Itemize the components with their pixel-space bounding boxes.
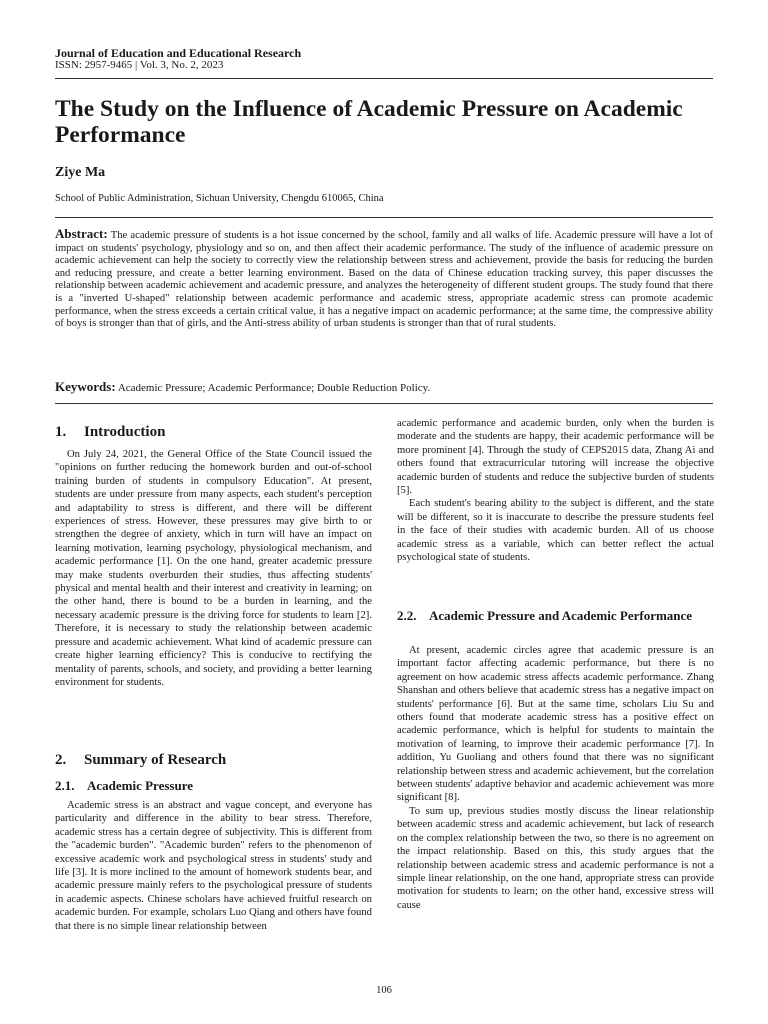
academic-circles-paragraph: At present, academic circles agree that academic pressure is an important factor affecting academic performance, but there is no agreement on how academic stress affects academic performance. Zhang Shanshan and others believe that academic stress has a negative impact on students' performance [6]. But at the same time, scholars Liu Su and others found that moderate academic stress has a positive effect on academic performance, which is helpful for students to maintain the motivation of learning, to improve their academic performance [7]. In addition, Yu Guoliang and others found that there was no significant relationship between stress and academic achievement, but the correlation between students' adaptive behavior and academic achievement was more significant [8]. [397, 645, 714, 804]
right-column-top [397, 417, 714, 564]
keywords-text: Academic Pressure; Academic Performance; Double Reduction Policy. [115, 382, 431, 394]
subsection-title: Academic Pressure and Academic Performance [429, 608, 693, 623]
subsection-heading-academic-pressure [55, 777, 193, 794]
subsection-title: Academic Pressure [87, 778, 194, 793]
bearing-ability-paragraph: Each student's bearing ability to the subject is different, and the state will be different, so it is inaccurate to describe the pressure students feel in the face of their studies with academic burden. All of us choose academic stress as a variable, which can better reflect the actual psychological state of students. [397, 498, 714, 564]
keywords [55, 379, 713, 395]
subsection-number: 2.2. [397, 608, 417, 623]
intro-text: On July 24, 2021, the General Office of the State Council issued the "opinions on further reducing the homework burden and out-of-school training burden of students in compulsory Education". At present, students are under pressure from many aspects, each student's perception and adaptability to stress is different, and there will be different experiences of stress. However, these pressures may give birth to or strengthen the degree of anxiety, which in turn will have an impact on learning motivation, learning psychology, physiological mechanism, and academic performance [1]. On the one hand, greater academic pressure may make students overburden their studies, thus affecting students' physical and mental health and their interest and creativity in learning; on the other hand, there is bound to be a burden in learning, and the necessary academic pressure is the driving force for students to learn [2]. Therefore, it is necessary to study the relationship between academic pressure and academic achievement. What kind of academic pressure can create higher learning efficiency? This is conducive to rectifying the mentality of parents, schools, and society, and providing a better learning environment for students. [55, 449, 372, 688]
section-number: 2. [55, 752, 67, 768]
academic-pressure-paragraph [55, 799, 372, 933]
author-name: Ziye Ma [55, 165, 106, 180]
header-rule [55, 78, 713, 79]
abstract-text: The academic pressure of students is a hot issue concerned by the school, family and all walks of life. Academic pressure will have a lot of impact on students' psychology, physiology and so on, and then affect their academic performance. The study of the influence of academic pressure on academic achievement can help the society to correctly view the relationship between stress and achievement, provide the basis for reducing the burden and reducing pressure, and create a better learning environment. Based on the data of Chinese education tracking survey, this paper discusses the relationship between academic achievement and academic pressure, and analyzes the heterogeneity of different student groups. The study found that there is a "inverted U-shaped" relationship between academic performance and academic stress, appropriate academic stress can promote academic performance, when the stress exceeds a certain critical value, it has a negative impact on academic performance; at the same time, the compressive ability of boys is stronger than that of girls, and the Anti-stress ability of urban students is stronger than that of rural students. [55, 230, 713, 330]
intro-paragraph [55, 448, 372, 689]
continued-paragraph: academic performance and academic burden, only when the burden is moderate and the students are happy, their academic performance will be more prominent [4]. Through the study of CEPS2015 data, Zhang Ai and others found that extracurricular tutoring will increase the objective academic burden of students and reduce the subjective burden of students [5]. [397, 418, 714, 497]
section-title: Introduction [84, 424, 166, 440]
abstract-label: Abstract: [55, 226, 108, 241]
section-heading-summary [55, 752, 226, 769]
section-title: Summary of Research [84, 752, 227, 768]
keywords-label: Keywords: [55, 379, 116, 394]
paper-title: The Study on the Influence of Academic Pressure on Academic Performance [55, 96, 683, 148]
section-number: 1. [55, 424, 67, 440]
abstract [55, 228, 713, 331]
author-affiliation: School of Public Administration, Sichuan University, Chengdu 610065, China [55, 193, 384, 204]
subsection-number: 2.1. [55, 778, 75, 793]
academic-pressure-text: Academic stress is an abstract and vague concept, and everyone has particularity and difference in the ability to bear stress. Therefore, academic stress has a certain degree of subjectivity. This is different from the "academic burden". "Academic burden" refers to the phenomenon of excessive academic work and psychological stress in students' study and life [3]. It is more inclined to the amount of homework students bear, and academic pressure mainly refers to the psychological pressure of students in academic aspects. Chinese scholars have achieved fruitful research on academic burden. For example, scholars Luo Qiang and others have found that there is no simple linear relationship between [55, 800, 372, 932]
keywords-rule [55, 403, 713, 404]
right-column-bottom [397, 644, 714, 912]
section-heading-introduction [55, 424, 165, 441]
subsection-heading-pressure-performance [397, 607, 714, 624]
journal-issn: ISSN: 2957-9465 | Vol. 3, No. 2, 2023 [55, 59, 224, 71]
journal-name: Journal of Education and Educational Research [55, 46, 302, 60]
page-number: 106 [376, 985, 392, 996]
sum-up-paragraph: To sum up, previous studies mostly discuss the linear relationship between academic stress and academic achievement, but lack of research on the complex relationship between the two, so there is no agreement on the impact relationship. Based on this, this study argues that the relationship between academic stress and academic performance is not a simple linear relationship, on the one hand, appropriate stress can provide motivation for students to learn; on the other hand, excessive stress will cause [397, 805, 714, 911]
abstract-top-rule [55, 217, 713, 218]
